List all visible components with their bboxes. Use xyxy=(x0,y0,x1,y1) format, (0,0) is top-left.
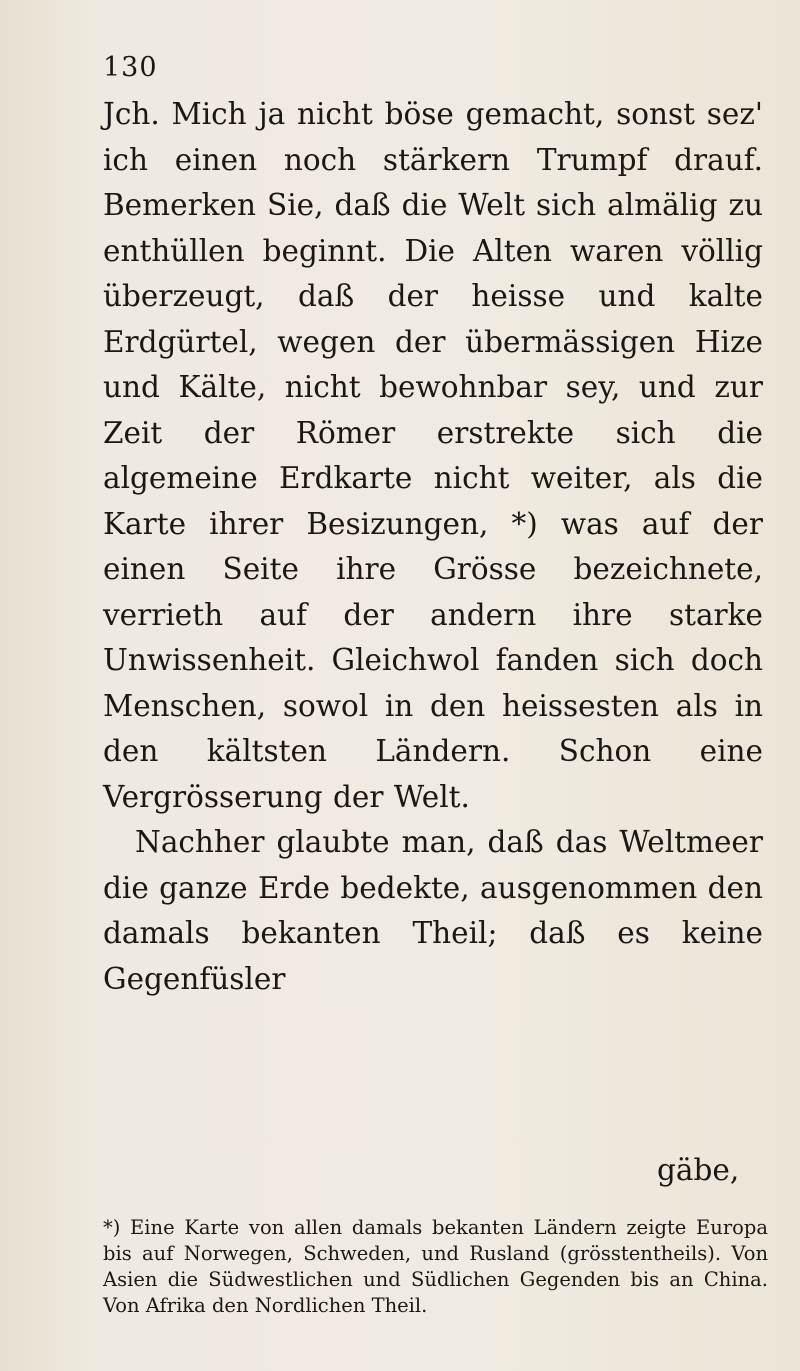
paragraph: Jch. Mich ja nicht böse gemacht, sonst sez' ich einen noch stärkern Trumpf drauf. Bemerken Sie, daß die Welt sich almälig zu enthüllen beginnt. Die Alten waren völlig überzeugt, daß der heisse und kalte Erdgürtel, wegen der übermässigen Hize und Kälte, nicht bewohnbar sey, und zur Zeit der Römer erstrekte sich die algemeine Erdkarte nicht weiter, als die Karte ihrer Besizungen, *) was auf der einen Seite ihre Grösse bezeichnete, verrieth auf der andern ihre starke Unwissenheit. Gleichwol fanden sich doch Menschen, sowol in den heissesten als in den kältsten Ländern. Schon eine Vergrösserung der Welt. xyxy=(103,97,763,814)
paragraph: Nachher glaubte man, daß das Weltmeer die ganze Erde bedekte, ausgenommen den damals bekanten Theil; daß es keine Gegenfüsler xyxy=(103,825,763,996)
catchword: gäbe, xyxy=(657,1153,740,1187)
footnote-text: *) Eine Karte von allen damals bekanten Ländern zeigte Europa bis auf Norwegen, Schweden, und Rusland (grösstentheils). Von Asien die Südwestlichen und Südlichen Gegenden bis an China. Von Afrika den Nordlichen Theil. xyxy=(103,1216,768,1317)
body-text xyxy=(103,92,763,1002)
page-number: 130 xyxy=(103,52,158,83)
footnote xyxy=(103,1215,768,1319)
